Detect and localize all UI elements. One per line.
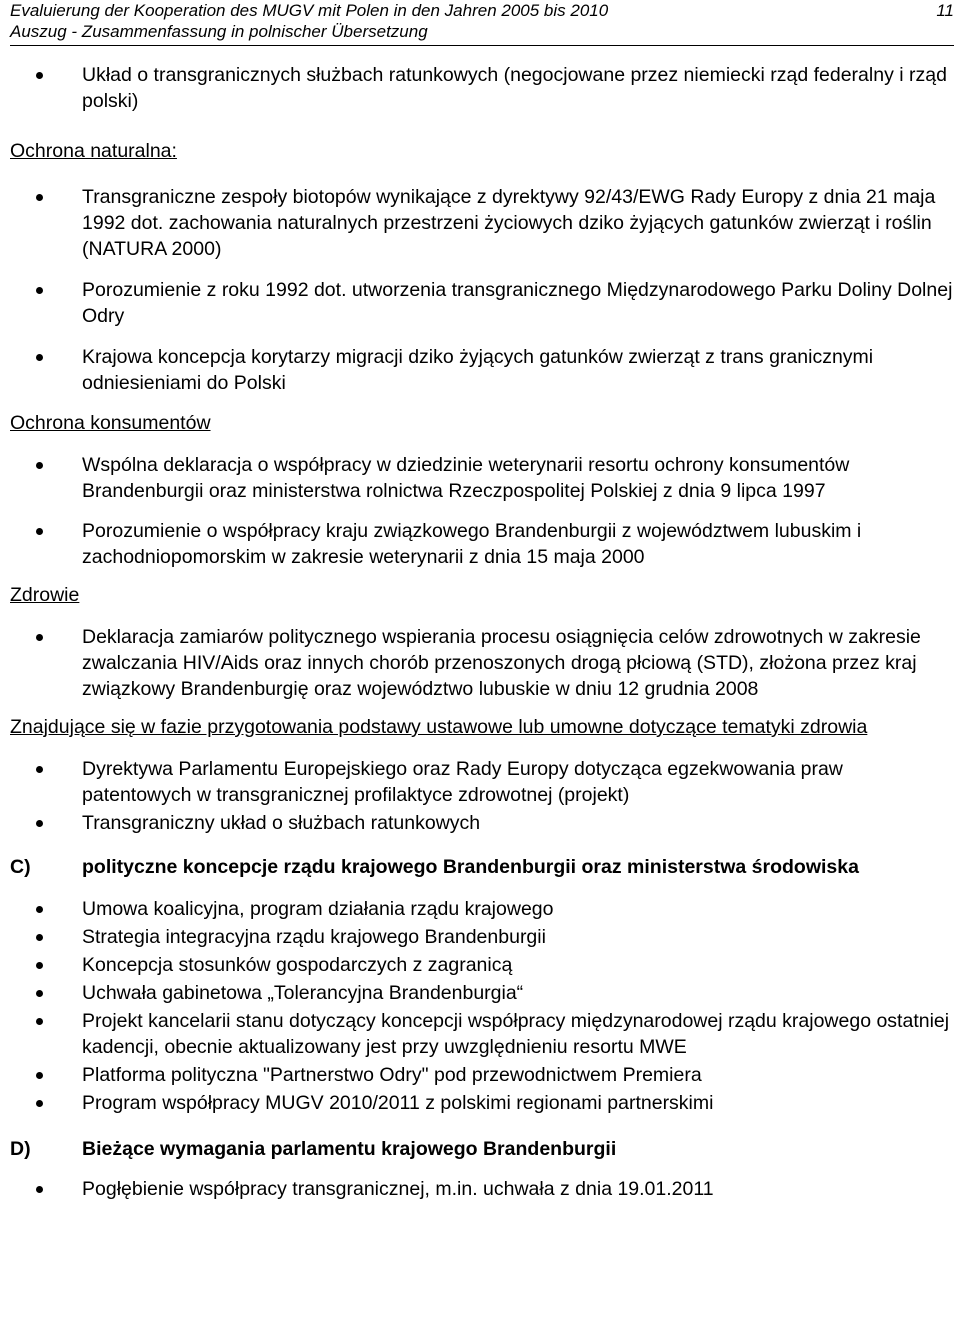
section-c-heading bbox=[10, 854, 956, 880]
list-item: Krajowa koncepcja korytarzy migracji dziko żyjących gatunków zwierząt z trans granicznymi odniesieniami do Polski bbox=[10, 344, 956, 396]
document-body bbox=[10, 62, 956, 1202]
list-item: Koncepcja stosunków gospodarczych z zagranicą bbox=[10, 952, 956, 978]
list-item: Transgraniczny układ o służbach ratunkowych bbox=[10, 810, 956, 836]
list-item: Pogłębienie współpracy transgranicznej, m.in. uchwała z dnia 19.01.2011 bbox=[10, 1176, 956, 1202]
list-item: Projekt kancelarii stanu dotyczący koncepcji współpracy międzynarodowej rządu krajowego ostatniej kadencji, obecnie aktualizowany jest przy uwzględnieniu resortu MWE bbox=[10, 1008, 956, 1060]
header-title: Evaluierung der Kooperation des MUGV mit Polen in den Jahren 2005 bis 2010 bbox=[10, 1, 609, 20]
list-item: Deklaracja zamiarów politycznego wspierania procesu osiągnięcia celów zdrowotnych w zakresie zwalczania HIV/Aids oraz innych chorób przenoszonych drogą płciową (STD), złożona przez kraj związkowy Brandenburgię oraz województwo lubuskie w dniu 12 grudnia 2008 bbox=[10, 624, 956, 702]
list-item: Dyrektywa Parlamentu Europejskiego oraz Rady Europy dotycząca egzekwowania praw patentowych w transgranicznej profilaktyce zdrowotnej (projekt) bbox=[10, 756, 956, 808]
section-c-title: polityczne koncepcje rządu krajowego Brandenburgii oraz ministerstwa środowiska bbox=[82, 856, 859, 878]
list-item: Strategia integracyjna rządu krajowego Brandenburgii bbox=[10, 924, 956, 950]
section-heading-przygotowanie: Znajdujące się w fazie przygotowania podstawy ustawowe lub umowne dotyczące tematyki zdrowia bbox=[10, 716, 868, 738]
list-item: Umowa koalicyjna, program działania rządu krajowego bbox=[10, 896, 956, 922]
list-item: Program współpracy MUGV 2010/2011 z polskimi regionami partnerskimi bbox=[10, 1090, 956, 1116]
section-c-letter: C) bbox=[10, 856, 31, 878]
list-item: Wspólna deklaracja o współpracy w dziedzinie weterynarii resortu ochrony konsumentów Brandenburgii oraz ministerstwa rolnictwa Rzeczpospolitej Polskiej z dnia 9 lipca 1997 bbox=[10, 452, 956, 504]
section-heading-ochrona-naturalna: Ochrona naturalna: bbox=[10, 140, 177, 162]
list-item: Układ o transgranicznych służbach ratunkowych (negocjowane przez niemiecki rząd federalny i rząd polski) bbox=[10, 62, 956, 114]
header-subtitle: Auszug - Zusammenfassung in polnischer Übersetzung bbox=[10, 22, 428, 41]
list-item: Uchwała gabinetowa „Tolerancyjna Brandenburgia“ bbox=[10, 980, 956, 1006]
list-item: Porozumienie z roku 1992 dot. utworzenia transgranicznego Międzynarodowego Parku Doliny Dolnej Odry bbox=[10, 277, 956, 329]
section-heading-zdrowie: Zdrowie bbox=[10, 584, 80, 606]
section-heading-ochrona-konsumentow: Ochrona konsumentów bbox=[10, 412, 211, 434]
list-item: Transgraniczne zespoły biotopów wynikające z dyrektywy 92/43/EWG Rady Europy z dnia 21 maja 1992 dot. zachowania naturalnych przestrzeni życiowych dziko żyjących gatunków zwierząt i roślin (NATURA 2000) bbox=[10, 184, 956, 262]
list-item: Platforma polityczna "Partnerstwo Odry" pod przewodnictwem Premiera bbox=[10, 1062, 956, 1088]
section-d-letter: D) bbox=[10, 1138, 31, 1160]
section-d-title: Bieżące wymagania parlamentu krajowego Brandenburgii bbox=[82, 1138, 617, 1160]
section-d-heading bbox=[10, 1136, 956, 1162]
list-item: Porozumienie o współpracy kraju związkowego Brandenburgii z województwem lubuskim i zachodniopomorskim w zakresie weterynarii z dnia 15 maja 2000 bbox=[10, 518, 956, 570]
page-number: 11 bbox=[936, 1, 954, 20]
page-header bbox=[10, 0, 954, 46]
